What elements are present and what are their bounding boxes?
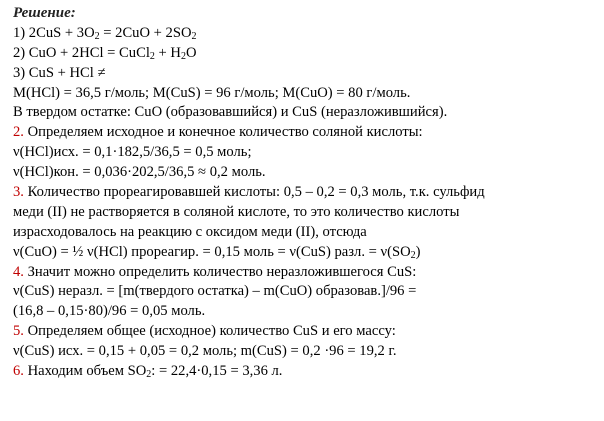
line-text: ν(CuS) исх. = 0,15 + 0,05 = 0,2 моль; m(CuS) = 0,2 ·96 = 19,2 г. <box>13 343 397 360</box>
line-text: ν(CuS) неразл. = [m(твердого остатка) – m(CuO) образовав.]/96 = <box>13 283 417 300</box>
step-number: 2. <box>13 124 24 141</box>
solution-document <box>13 4 599 382</box>
step-number: 5. <box>13 323 24 340</box>
solution-line-step3 <box>13 183 599 203</box>
line-text: ν(HCl)исх. = 0,1·182,5/36,5 = 0,5 моль; <box>13 144 252 161</box>
line-text: + H <box>154 44 181 61</box>
solution-lines <box>13 24 599 382</box>
subscript: 2 <box>191 30 197 42</box>
solution-line-residue <box>13 103 599 123</box>
line-text: Определяем общее (исходное) количество CuS и его массу: <box>23 323 396 340</box>
line-text: 1) 2CuS + 3O <box>13 24 95 41</box>
solution-line-r2 <box>13 44 599 64</box>
solution-line-step3b <box>13 223 599 243</box>
solution-line-step4 <box>13 263 599 283</box>
solution-line-step2 <box>13 123 599 143</box>
line-text: Определяем исходное и конечное количество соляной кислоты: <box>23 124 423 141</box>
solution-line-step5 <box>13 322 599 342</box>
subscript: 2 <box>94 30 100 42</box>
subscript: 2 <box>410 249 416 261</box>
line-text: меди (II) не растворяется в соляной кислоте, то это количество кислоты <box>13 203 460 220</box>
solution-line-step4a <box>13 282 599 302</box>
solution-line-r1 <box>13 24 599 44</box>
solution-line-step2b <box>13 163 599 183</box>
solution-line-r3 <box>13 64 599 84</box>
solution-line-step2a <box>13 143 599 163</box>
line-text: 3) CuS + HCl ≠ <box>13 64 106 81</box>
line-text: Значит можно определить количество неразложившегося CuS: <box>23 263 417 280</box>
line-text: израсходовалось на реакцию с оксидом меди (II), отсюда <box>13 223 367 240</box>
solution-title: Решение: <box>13 5 76 21</box>
line-text: = 2CuO + 2SO <box>99 24 192 41</box>
solution-line-molar <box>13 84 599 104</box>
solution-line-step3c <box>13 243 599 263</box>
line-text: ν(CuO) = ½ ν(HCl) прореагир. = 0,15 моль = ν(CuS) разл. = ν(SO <box>13 243 411 260</box>
line-text: ν(HCl)кон. = 0,036·202,5/36,5 ≈ 0,2 моль. <box>13 164 266 181</box>
line-text: Находим объем SO <box>23 363 147 380</box>
line-text: В твердом остатке: CuO (образовавшийся) и CuS (неразложившийся). <box>13 104 448 121</box>
subscript: 2 <box>146 369 152 381</box>
line-text: : = 22,4·0,15 = 3,36 л. <box>151 363 283 380</box>
line-text: 2) CuO + 2HCl = CuCl <box>13 44 150 61</box>
line-text: (16,8 – 0,15·80)/96 = 0,05 моль. <box>13 303 206 320</box>
solution-line-step5a <box>13 342 599 362</box>
subscript: 2 <box>149 50 155 62</box>
line-text: O <box>185 44 197 61</box>
step-number: 4. <box>13 263 24 280</box>
solution-line-step4b <box>13 302 599 322</box>
solution-line-step3a <box>13 203 599 223</box>
line-text: Количество прореагировавшей кислоты: 0,5 – 0,2 = 0,3 моль, т.к. сульфид <box>23 184 485 201</box>
subscript: 2 <box>180 50 186 62</box>
line-text: M(HCl) = 36,5 г/моль; M(CuS) = 96 г/моль; M(CuO) = 80 г/моль. <box>13 84 411 101</box>
step-number: 3. <box>13 184 24 201</box>
step-number: 6. <box>13 363 24 380</box>
line-text: ) <box>415 243 421 260</box>
solution-line-step6 <box>13 362 599 382</box>
